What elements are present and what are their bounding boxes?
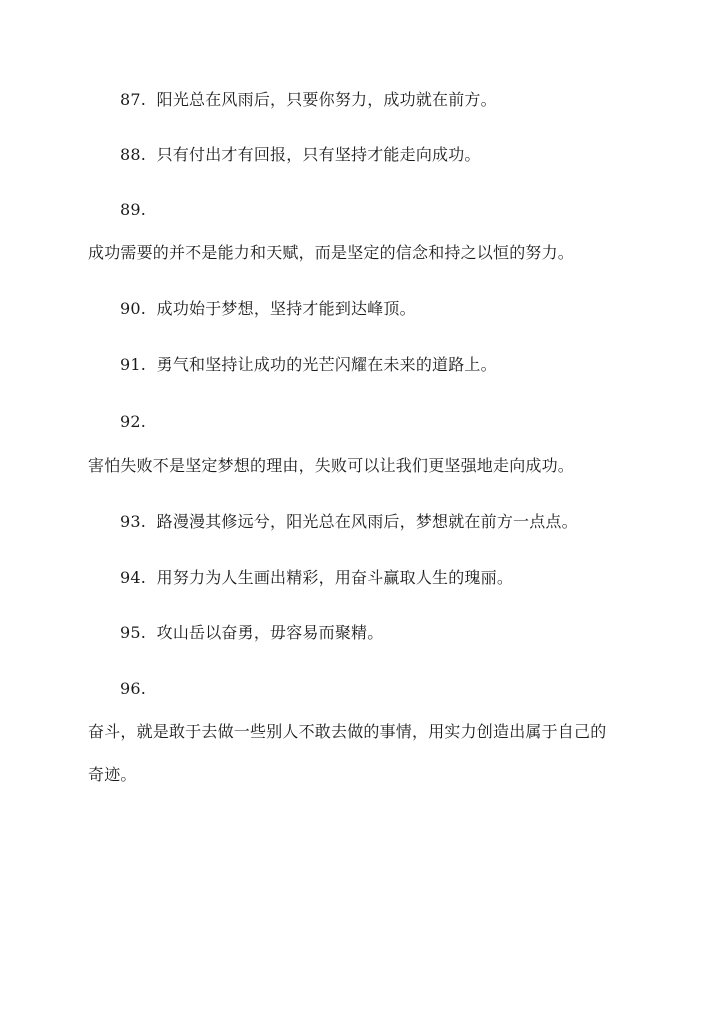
item-number: 93. [120,512,147,531]
list-item-96-continuation [88,763,137,787]
list-item-87 [120,88,497,112]
list-item-91 [120,353,497,377]
list-item-96-number [120,677,146,701]
item-number: 94. [120,568,147,587]
list-item-89-number [120,198,146,222]
list-item-90 [120,297,416,321]
list-item-95 [120,621,383,645]
item-text: 害怕失败不是坚定梦想的理由，失败可以让我们更坚强地走向成功。 [88,456,575,475]
item-text: 成功始于梦想，坚持才能到达峰顶。 [156,299,416,318]
list-item-94 [120,566,513,590]
item-text: 攻山岳以奋勇，毋容易而聚精。 [156,623,384,642]
item-number: 96. [120,679,147,698]
item-text: 只有付出才有回报，只有坚持才能走向成功。 [156,145,481,164]
list-item-92-number [120,410,146,434]
item-text: 成功需要的并不是能力和天赋，而是坚定的信念和持之以恒的努力。 [88,243,575,262]
list-item-88 [120,143,481,167]
item-text: 用努力为人生画出精彩，用奋斗赢取人生的瑰丽。 [156,568,514,587]
list-item-92-text [88,454,574,478]
item-number: 88. [120,145,147,164]
list-item-89-text [88,241,574,265]
item-text-continuation: 奇迹。 [88,765,137,784]
item-text: 奋斗，就是敢于去做一些别人不敢去做的事情，用实力创造出属于自己的 [88,722,607,741]
item-number: 90. [120,299,147,318]
item-number: 89. [120,200,147,219]
item-number: 91. [120,355,147,374]
item-text: 路漫漫其修远兮，阳光总在风雨后，梦想就在前方一点点。 [156,512,578,531]
item-text: 阳光总在风雨后，只要你努力，成功就在前方。 [156,90,497,109]
list-item-96-text [88,720,606,744]
item-text: 勇气和坚持让成功的光芒闪耀在未来的道路上。 [156,355,497,374]
item-number: 95. [120,623,147,642]
item-number: 87. [120,90,147,109]
item-number: 92. [120,412,147,431]
list-item-93 [120,510,578,534]
